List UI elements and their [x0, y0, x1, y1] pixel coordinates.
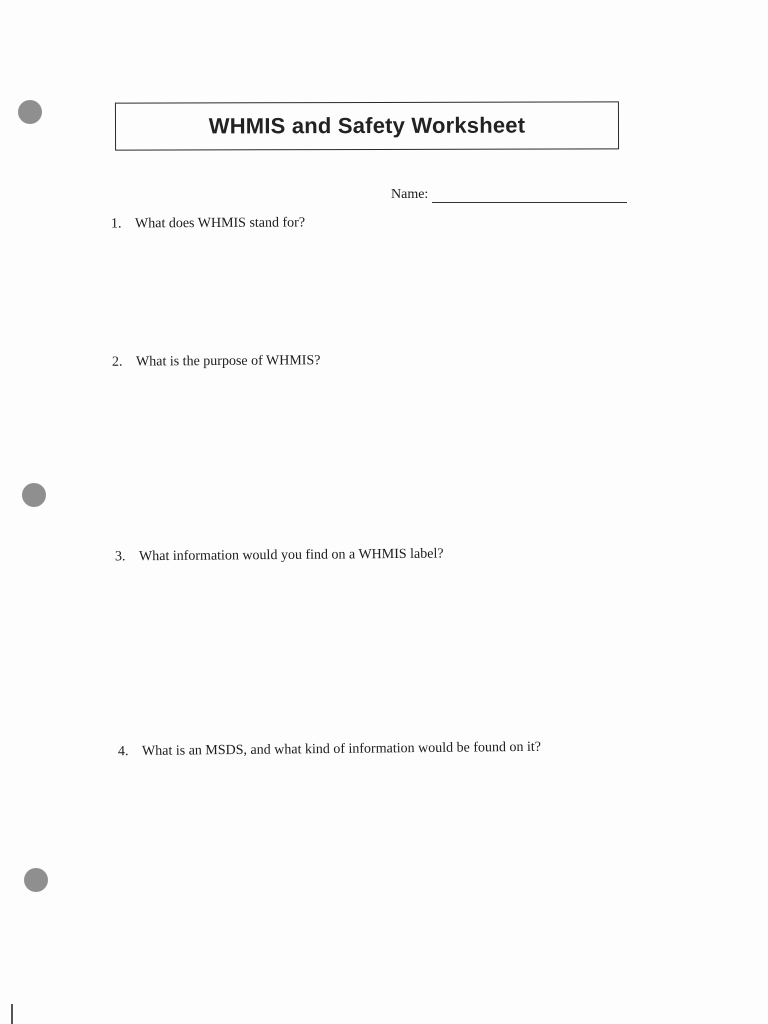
name-label: Name: — [391, 187, 429, 202]
question-3 — [115, 547, 444, 566]
question-number: 3. — [114, 549, 126, 565]
punch-hole — [18, 100, 42, 124]
question-4 — [118, 740, 541, 760]
punch-hole — [22, 483, 46, 507]
scan-edge-mark — [11, 1004, 13, 1024]
question-text: What is the purpose of WHMIS? — [135, 353, 321, 370]
punch-hole — [24, 868, 48, 892]
question-1 — [111, 215, 305, 232]
question-text: What information would you find on a WHMIS label? — [138, 546, 444, 565]
name-row — [391, 187, 627, 203]
question-number: 4. — [117, 744, 129, 760]
question-number: 2. — [111, 354, 123, 370]
worksheet-title: WHMIS and Safety Worksheet — [208, 112, 526, 139]
question-text: What does WHMIS stand for? — [134, 215, 306, 232]
name-blank-line[interactable] — [432, 188, 627, 203]
question-2 — [112, 353, 321, 370]
question-text: What is an MSDS, and what kind of information would be found on it? — [141, 739, 542, 759]
title-box — [115, 101, 619, 150]
question-number: 1. — [110, 216, 122, 232]
